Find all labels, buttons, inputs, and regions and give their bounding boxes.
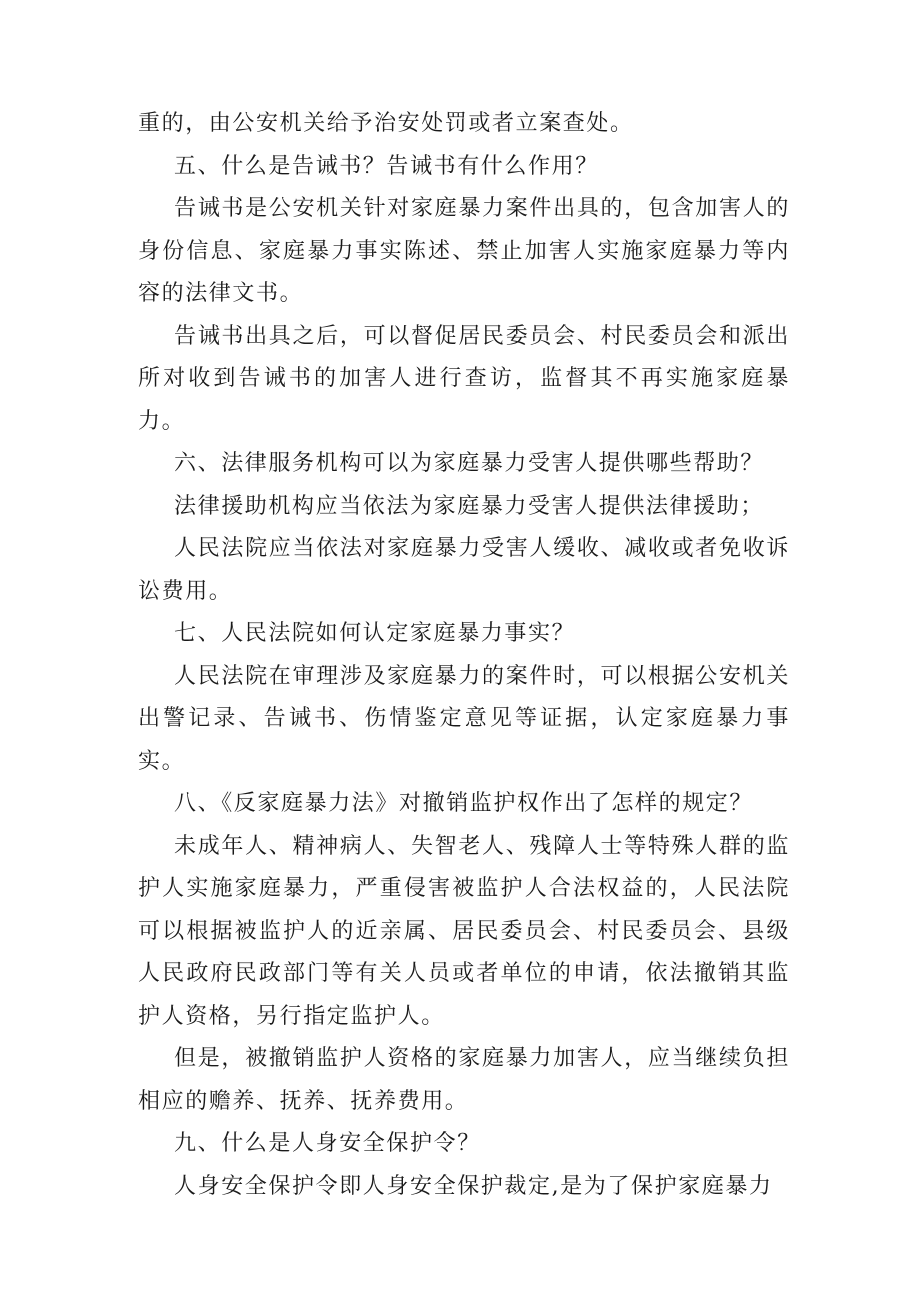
question-heading-6: 六、法律服务机构可以为家庭暴力受害人提供哪些帮助？ [174, 451, 765, 476]
question-heading-7: 七、人民法院如何认定家庭暴力事实？ [174, 621, 576, 646]
body-paragraph: 但是，被撤销监护人资格的家庭暴力加害人，应当继续负担相应的赡养、抚养、抚养费用。 [138, 1046, 790, 1114]
question-heading-9: 九、什么是人身安全保护令？ [174, 1131, 481, 1156]
question-heading-5: 五、什么是告诫书？告诫书有什么作用？ [174, 153, 599, 179]
body-paragraph: 人民法院应当依法对家庭暴力受害人缓收、减收或者免收诉讼费用。 [138, 536, 790, 604]
body-paragraph: 人民法院在审理涉及家庭暴力的案件时，可以根据公安机关出警记录、告诫书、伤情鉴定意见等证据，认定家庭暴力事实。 [138, 663, 790, 774]
body-paragraph: 告诫书是公安机关针对家庭暴力案件出具的，包含加害人的身份信息、家庭暴力事实陈述、禁止加害人实施家庭暴力等内容的法律文书。 [138, 196, 790, 306]
body-paragraph: 未成年人、精神病人、失智老人、残障人士等特殊人群的监护人实施家庭暴力，严重侵害被监护人合法权益的，人民法院可以根据被监护人的近亲属、居民委员会、村民委员会、县级人民政府民政部门等有关人员或者单位的申请，依法撤销其监护人资格，另行指定监护人。 [138, 833, 790, 1029]
question-heading-8: 八、《反家庭暴力法》对撤销监护权作出了怎样的规定？ [174, 791, 754, 816]
body-paragraph: 法律援助机构应当依法为家庭暴力受害人提供法律援助； [174, 493, 765, 519]
body-paragraph-continuation: 重的，由公安机关给予治安处罚或者立案查处。 [138, 111, 634, 136]
body-paragraph: 告诫书出具之后，可以督促居民委员会、村民委员会和派出所对收到告诫书的加害人进行查访，监督其不再实施家庭暴力。 [138, 323, 790, 434]
document-body [138, 103, 790, 1208]
body-paragraph: 人身安全保护令即人身安全保护裁定,是为了保护家庭暴力 [174, 1173, 773, 1199]
